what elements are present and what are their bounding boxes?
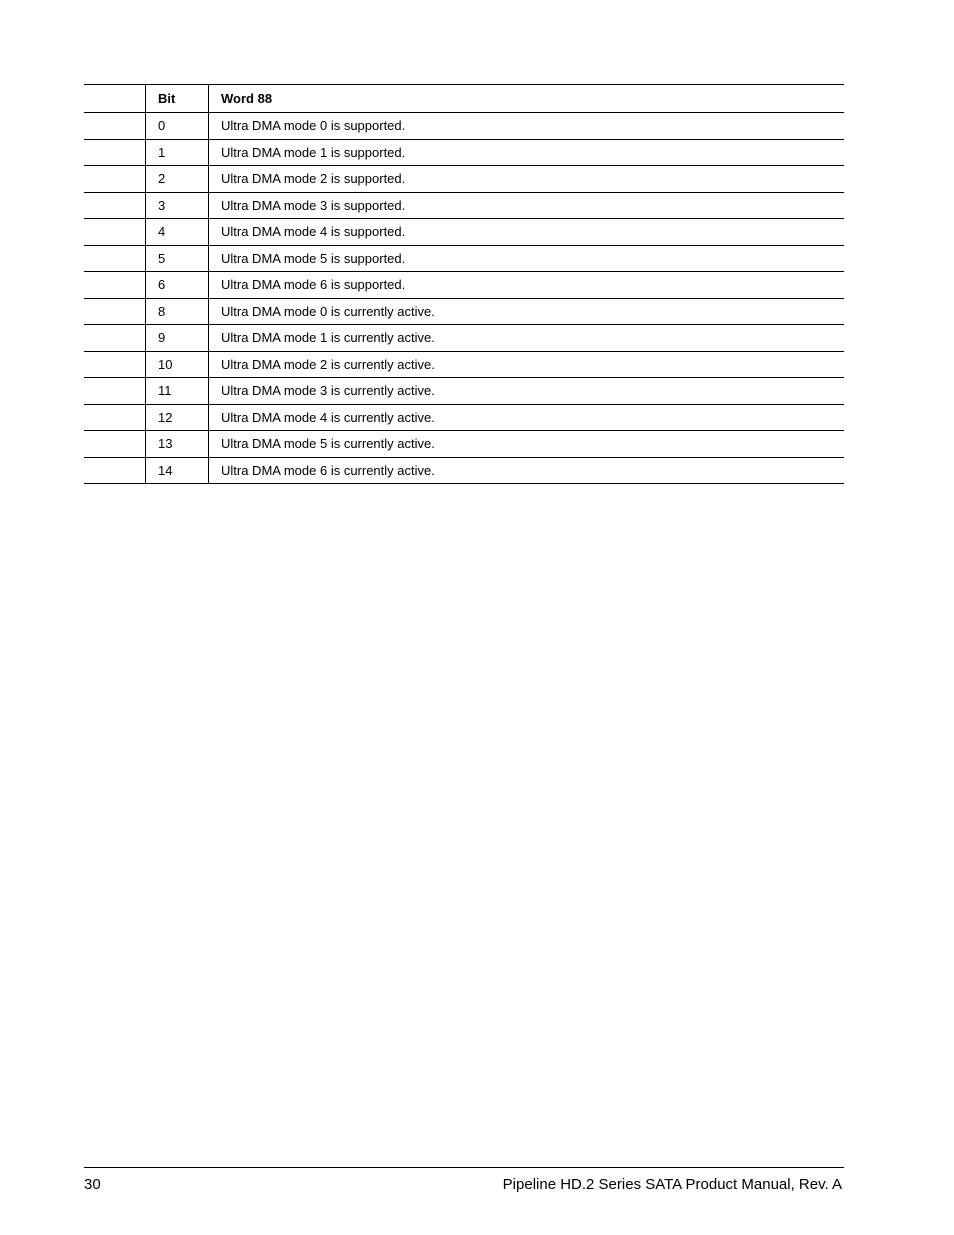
table-row [84, 245, 844, 272]
row-blank-cell [84, 219, 146, 246]
header-bit: Bit [146, 85, 209, 113]
row-blank-cell [84, 404, 146, 431]
table-row [84, 219, 844, 246]
description-cell: Ultra DMA mode 6 is currently active. [209, 457, 845, 484]
bit-cell: 12 [146, 404, 209, 431]
description-cell: Ultra DMA mode 4 is supported. [209, 219, 845, 246]
row-blank-cell [84, 245, 146, 272]
footer-divider [84, 1167, 844, 1168]
table-row [84, 378, 844, 405]
bit-cell: 2 [146, 166, 209, 193]
row-blank-cell [84, 139, 146, 166]
row-blank-cell [84, 192, 146, 219]
table-header-row [84, 85, 844, 113]
table-row [84, 457, 844, 484]
row-blank-cell [84, 351, 146, 378]
table-row [84, 351, 844, 378]
row-blank-cell [84, 431, 146, 458]
description-cell: Ultra DMA mode 2 is supported. [209, 166, 845, 193]
header-blank-cell [84, 85, 146, 113]
row-blank-cell [84, 113, 146, 140]
description-cell: Ultra DMA mode 3 is supported. [209, 192, 845, 219]
table-row [84, 192, 844, 219]
bit-cell: 0 [146, 113, 209, 140]
bit-cell: 1 [146, 139, 209, 166]
bit-cell: 8 [146, 298, 209, 325]
page-number: 30 [84, 1176, 101, 1193]
description-cell: Ultra DMA mode 0 is supported. [209, 113, 845, 140]
bit-cell: 4 [146, 219, 209, 246]
description-cell: Ultra DMA mode 3 is currently active. [209, 378, 845, 405]
table-row [84, 272, 844, 299]
description-cell: Ultra DMA mode 0 is currently active. [209, 298, 845, 325]
description-cell: Ultra DMA mode 1 is currently active. [209, 325, 845, 352]
bit-cell: 5 [146, 245, 209, 272]
table-row [84, 113, 844, 140]
table-row [84, 404, 844, 431]
description-cell: Ultra DMA mode 5 is supported. [209, 245, 845, 272]
bit-cell: 10 [146, 351, 209, 378]
description-cell: Ultra DMA mode 6 is supported. [209, 272, 845, 299]
row-blank-cell [84, 272, 146, 299]
row-blank-cell [84, 457, 146, 484]
row-blank-cell [84, 325, 146, 352]
table-row [84, 325, 844, 352]
header-word-88: Word 88 [209, 85, 845, 113]
word-88-bit-table [84, 84, 844, 484]
description-cell: Ultra DMA mode 2 is currently active. [209, 351, 845, 378]
row-blank-cell [84, 298, 146, 325]
bit-cell: 14 [146, 457, 209, 484]
bit-cell: 13 [146, 431, 209, 458]
row-blank-cell [84, 166, 146, 193]
table-row [84, 166, 844, 193]
bit-cell: 3 [146, 192, 209, 219]
description-cell: Ultra DMA mode 4 is currently active. [209, 404, 845, 431]
bit-cell: 6 [146, 272, 209, 299]
bit-cell: 11 [146, 378, 209, 405]
bit-cell: 9 [146, 325, 209, 352]
table-row [84, 298, 844, 325]
table-row [84, 431, 844, 458]
description-cell: Ultra DMA mode 1 is supported. [209, 139, 845, 166]
document-title-footer: Pipeline HD.2 Series SATA Product Manual, Rev. A [502, 1176, 842, 1193]
row-blank-cell [84, 378, 146, 405]
description-cell: Ultra DMA mode 5 is currently active. [209, 431, 845, 458]
table-row [84, 139, 844, 166]
